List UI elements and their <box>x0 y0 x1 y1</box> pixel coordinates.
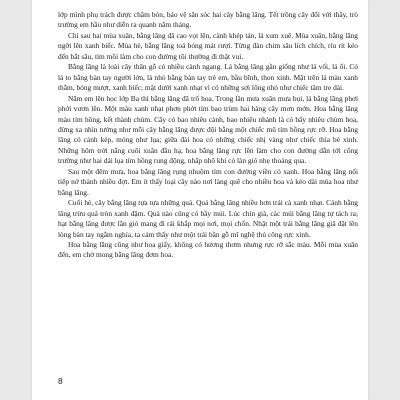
page-number: 8 <box>58 376 63 386</box>
paragraph: Cuối hè, cây bằng lăng tựa tựa những quả. Quả bằng lăng nhiều hơn trái cà xanh nhạt. Cánh bằng lăng trừu quả tròn xanh đậm. Quả nào cũng có bầy múi. Lúc chín già, các múi bằng lăng tự tách ra; hạt bằng lăng được lần gió mang đi rải khắp mọi nơi, mọi chốn. Nhặt một trái bằng lăng giã đặt lên lòng bàn tay ngắm nghía, ta cảm thấy như một trái bần gỗ mĩ nghệ thủ công rực xinh. <box>58 198 358 239</box>
paragraph: Hoa bằng lăng cũng như hoa giấy, không có hương thơm nhưng rực rỡ sắc màu. Mỗi mùa xuân đến, em chờ mong bằng lăng đơm hoa. <box>58 239 358 260</box>
paragraph: Chỉ sau hai mùa xuân, bằng lăng đã cao vọt lên, cành khép tán, lá xum xuê. Mùa xuân, bằng lăng ngời lên xanh biếc. Mùa hè, bằng lăng toả bóng mát rượi. Từng đàn chim sâu lích chích, ríu rít kéo đến bắt sâu, tìm mồi làm cho con đường tôi thường đi thật vui. <box>58 30 358 61</box>
paragraph: lớp mình phụ trách được chăm bón, bảo vệ săn sóc hai cây bằng lăng. Tết trồng cây đổi với thầy, trò trường em hầu như diễn ra quanh năm tháng. <box>58 10 358 30</box>
paragraph: Bằng lăng là loài cây thân gỗ có nhiều cành ngang. Lá bằng lăng gần giống như lá vối, lá ổi. Có lá to bằng bàn tay người lớn, là nhỏ bằng bàn tay trẻ em, bầu bĩnh, thon xinh. Mặt trên lá màu xanh thẫm, bóng mượt, xanh biếc; mặt dưới xanh nhạt vì có những sợi lông nhỏ như chiếc tăm tre dài. <box>58 62 358 93</box>
paragraph: Sau một đêm mưa, hoa bằng lăng rụng nhuộm tím con đường viền cỏ xanh. Hoa bằng lăng nối tiếp nở thành nhiều đợt. Em ít thấy loại cây nào nơi làng quê cho nhiều hoa và kéo dài mùa hoa như bằng lăng. <box>58 166 358 197</box>
paragraph: Năm em lên học lớp Ba thì bằng lăng đã trổ hoa. Trong lần mưa xuân mưa bụi, lá bằng lăng phơi phới vươn lên. Một màu xanh nhạt phơn phớt tím bao trùm hai hàng cây mơn mởn. Hoa bằng lăng màu tím hồng, kết thành chùm. Cây có bao nhiêu cành, bao nhiêu nhánh là có bấy nhiêu chùm hoa, đừng xa nhìn tưởng như mỗi cây bằng lăng được đội bằng một chiếc mũ tím hồng rực rỡ. Hoa bằng lăng có cánh kép, mỏng như lụa; giữa đài hoa có những chiếc nhị vàng như chiếc thìa bé xinh. Những hôm trời nắng cuối xuân đầu hạ, hoa bằng lăng rực lên làm cho con đường dẫn tới cổng trường như hai dải lụa tím hồng rung động, nhấp nhô khi có làn gió nhẹ thoảng qua. <box>58 93 358 166</box>
body-text <box>58 10 358 261</box>
book-page <box>32 0 368 400</box>
